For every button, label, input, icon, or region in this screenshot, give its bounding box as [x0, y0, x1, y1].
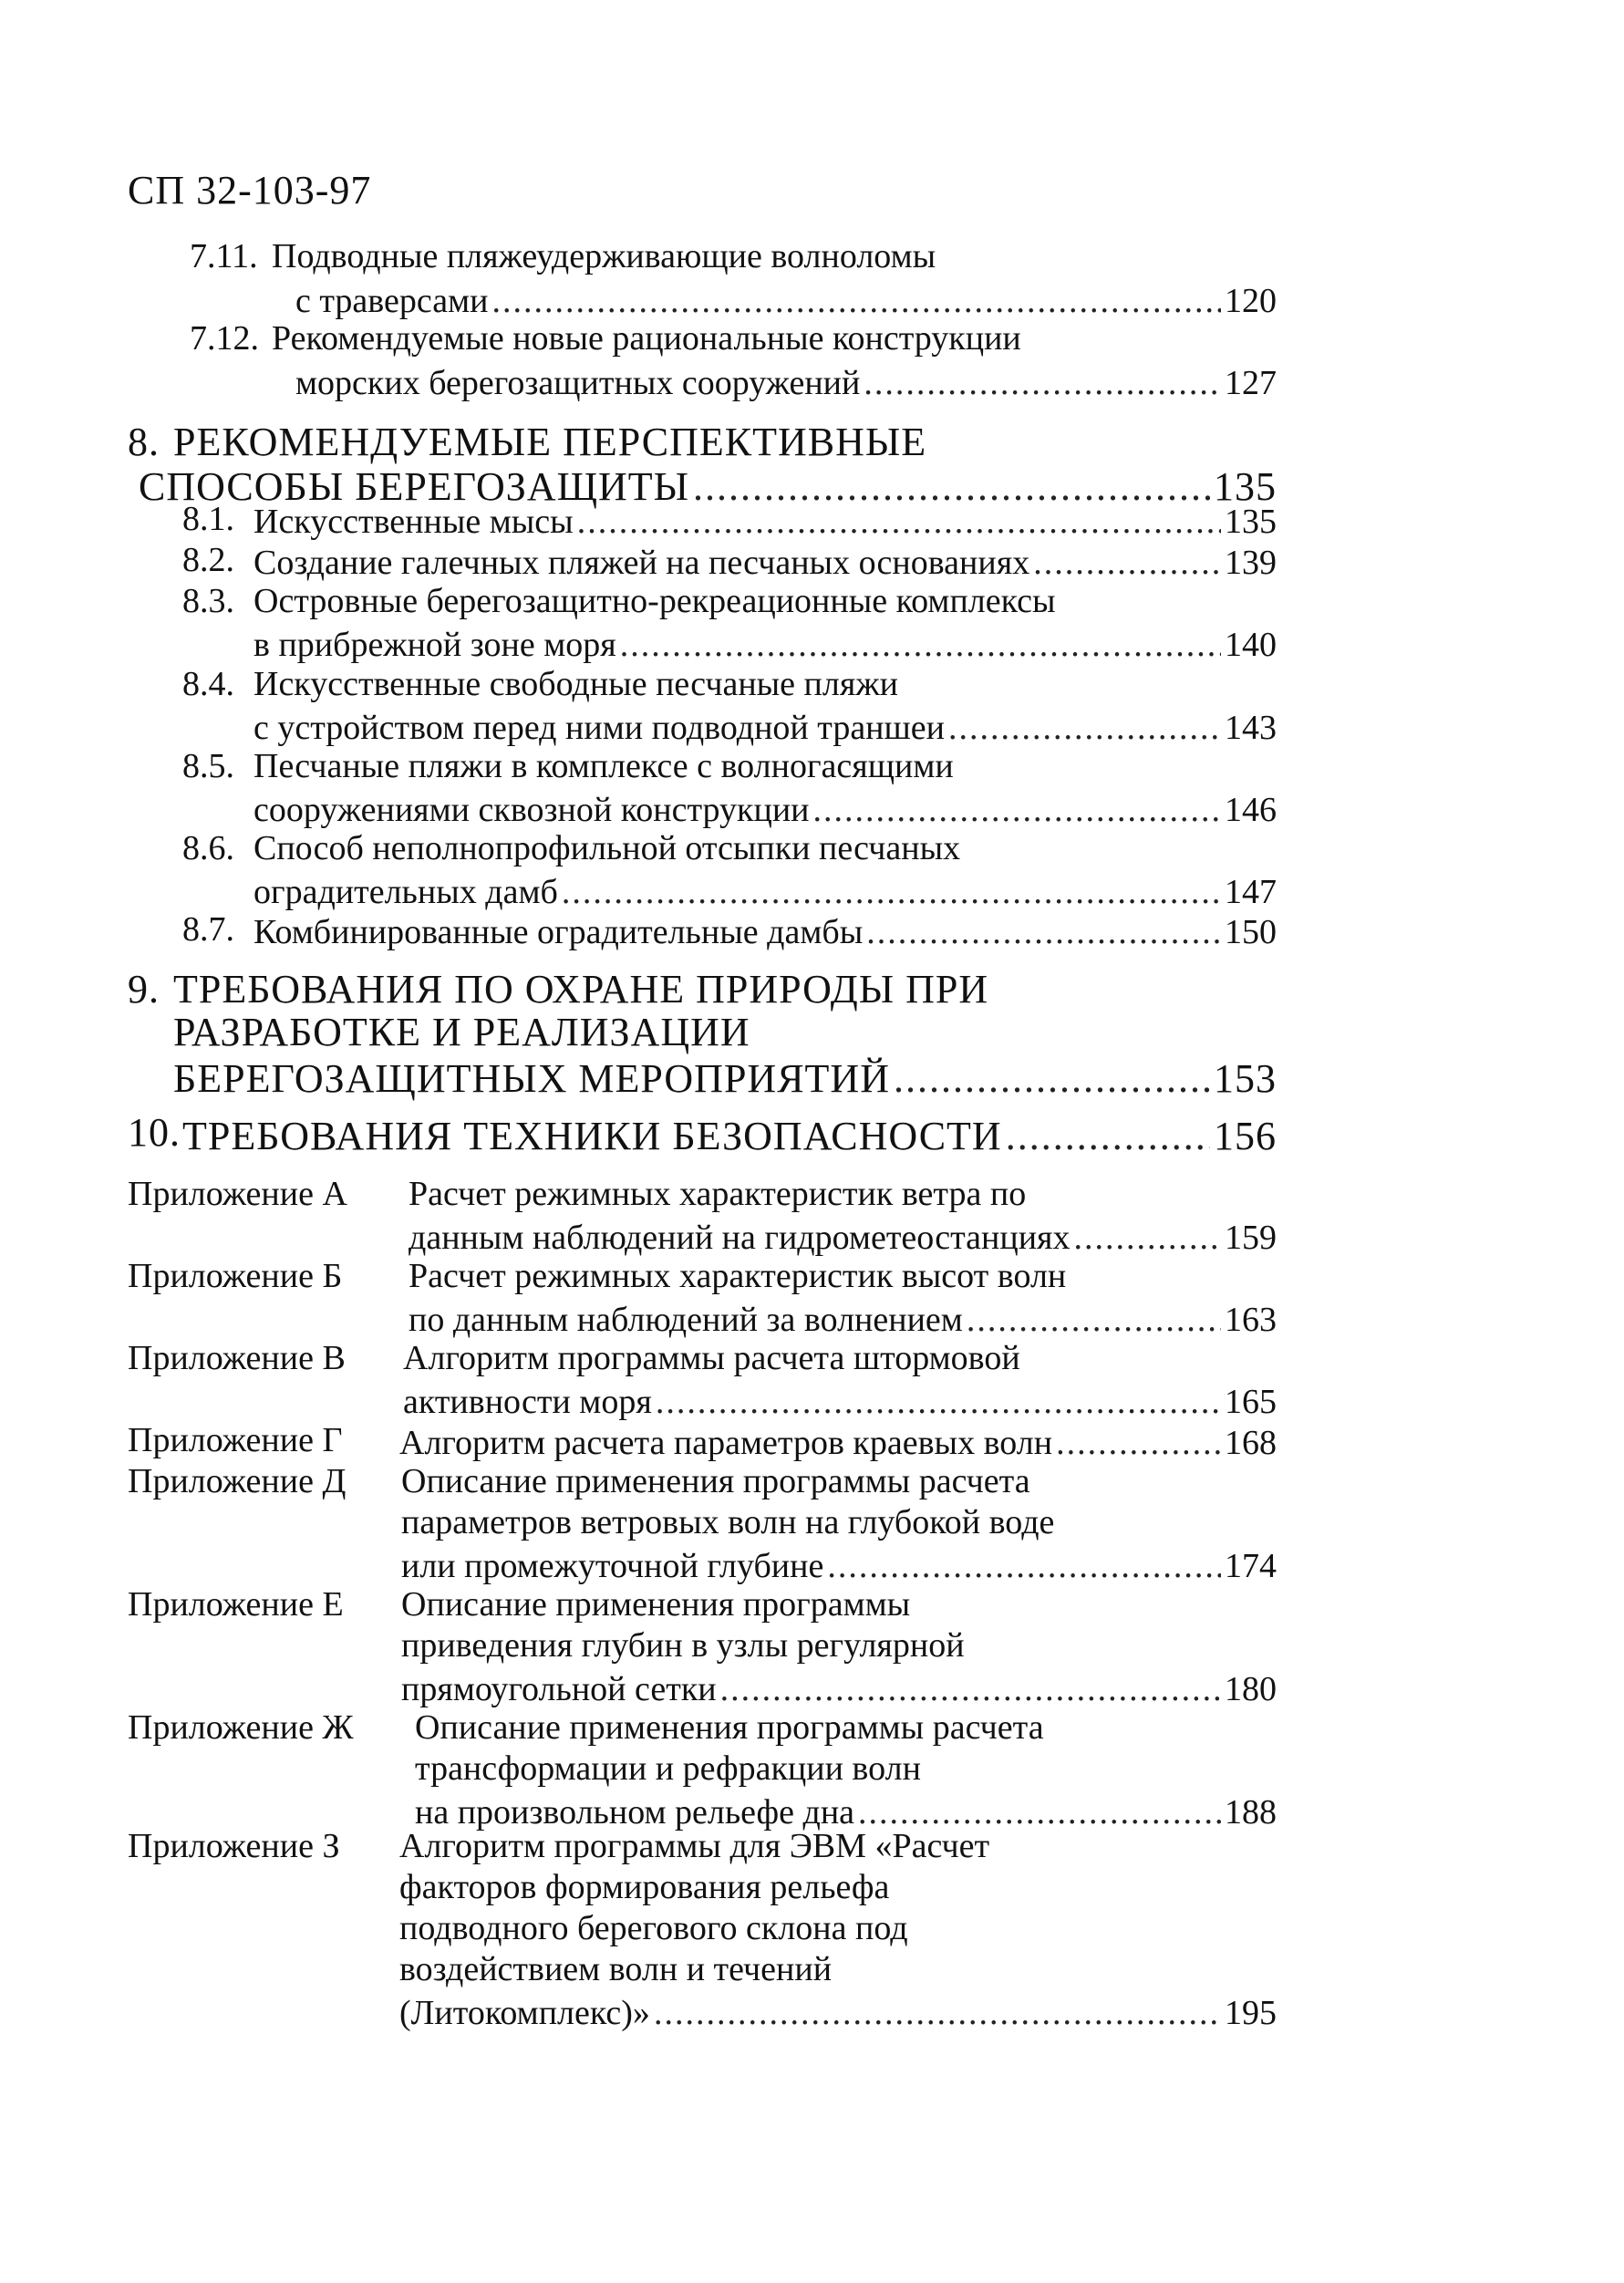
dot-leader: [1033, 543, 1221, 583]
toc-entry-text: сооружениями сквозной конструкции: [253, 791, 810, 829]
appendix-label: Приложение Б: [128, 1257, 343, 1295]
appendix-line: факторов формирования рельефа: [399, 1868, 890, 1906]
dot-leader: [1056, 1423, 1221, 1463]
toc-entry-number: 8.3.: [182, 582, 234, 620]
toc-entry-line: Способ неполнопрофильной отсыпки песчаных: [253, 829, 961, 867]
page-number: 153: [1214, 1056, 1277, 1101]
toc-entry[interactable]: [253, 790, 1277, 832]
page-number: 140: [1225, 626, 1277, 664]
appendix-line: Описание применения программы расчета: [401, 1462, 1030, 1500]
appendix-line: Описание применения программы расчета: [415, 1708, 1044, 1747]
toc-entry-text: БЕРЕГОЗАЩИТНЫХ МЕРОПРИЯТИЙ: [173, 1056, 890, 1101]
appendix-entry[interactable]: [399, 1423, 1277, 1465]
appendix-line: подводного берегового склона под: [399, 1909, 908, 1947]
toc-entry-text: данным наблюдений на гидрометеостанциях: [409, 1219, 1071, 1257]
toc-entry-text: морских берегозащитных сооружений: [295, 364, 861, 402]
toc-entry-text: СПОСОБЫ БЕРЕГОЗАЩИТЫ: [139, 464, 690, 509]
page-number: 174: [1225, 1547, 1277, 1585]
document-code: СП 32-103-97: [128, 168, 372, 213]
appendix-entry[interactable]: [409, 1300, 1277, 1342]
toc-entry-number: 8.6.: [182, 829, 234, 867]
page-number: 165: [1225, 1383, 1277, 1421]
page-number: 195: [1225, 1994, 1277, 2032]
toc-entry-text: с устройством перед ними подводной траншеи: [253, 709, 945, 747]
toc-entry-line: Рекомендуемые новые рациональные конструкции: [272, 319, 1021, 358]
appendix-label: Приложение З: [128, 1827, 340, 1865]
toc-entry[interactable]: [253, 872, 1277, 914]
toc-entry-number: 8.2.: [182, 541, 234, 579]
toc-entry-text: Создание галечных пляжей на песчаных основаниях: [253, 544, 1030, 582]
toc-entry-text: по данным наблюдений за волнением: [409, 1301, 963, 1339]
toc-entry-text: оградительных дамб: [253, 873, 558, 911]
page-number: 147: [1225, 873, 1277, 911]
toc-entry-text: на произвольном рельефе дна: [415, 1793, 855, 1832]
dot-leader: [827, 1546, 1221, 1586]
appendix-label: Приложение В: [128, 1339, 346, 1377]
appendix-entry[interactable]: [401, 1546, 1277, 1588]
appendix-line: трансформации и рефракции волн: [415, 1749, 921, 1788]
dot-leader: [656, 1382, 1221, 1422]
page-number: 120: [1225, 282, 1277, 320]
toc-entry[interactable]: [295, 363, 1277, 405]
dot-leader: [577, 502, 1221, 542]
toc-entry-number: 8.5.: [182, 747, 234, 785]
dot-leader: [812, 790, 1221, 830]
dot-leader: [620, 625, 1221, 665]
toc-entry-number: 8.7.: [182, 910, 234, 949]
appendix-entry[interactable]: [409, 1218, 1277, 1260]
toc-entry-text: (Литокомплекс)»: [399, 1994, 650, 2032]
appendix-line: Расчет режимных характеристик ветра по: [409, 1175, 1027, 1213]
page-number: 135: [1214, 464, 1277, 509]
dot-leader: [948, 708, 1221, 748]
toc-entry[interactable]: [253, 708, 1277, 750]
toc-entry-number: 7.11.: [190, 237, 258, 275]
toc-entry-text: Искусственные мысы: [253, 503, 574, 541]
appendix-line: Алгоритм программы расчета штормовой: [403, 1339, 1020, 1377]
toc-entry[interactable]: [173, 1055, 1277, 1101]
appendix-entry[interactable]: [401, 1669, 1277, 1711]
page-number: 156: [1214, 1114, 1277, 1158]
toc-entry-text: в прибрежной зоне моря: [253, 626, 616, 664]
appendix-entry[interactable]: [399, 1993, 1277, 2035]
appendix-line: воздействием волн и течений: [399, 1950, 833, 1988]
toc-entry-text: ТРЕБОВАНИЯ ТЕХНИКИ БЕЗОПАСНОСТИ: [182, 1114, 1002, 1158]
toc-entry-number: 8.4.: [182, 665, 234, 703]
toc-entry-text: Комбинированные оградительные дамбы: [253, 913, 864, 951]
appendix-line: Алгоритм программы для ЭВМ «Расчет: [399, 1827, 990, 1865]
toc-entry-number: 7.12.: [190, 319, 259, 358]
page-number: 188: [1225, 1793, 1277, 1832]
dot-leader: [967, 1300, 1221, 1340]
appendix-label: Приложение Д: [128, 1462, 347, 1500]
toc-entry-text: активности моря: [403, 1383, 652, 1421]
toc-entry[interactable]: [295, 281, 1277, 323]
dot-leader: [866, 912, 1221, 952]
page-number: 150: [1225, 913, 1277, 951]
dot-leader: [864, 363, 1221, 403]
toc-entry-line: Песчаные пляжи в комплексе с волногасящими: [253, 747, 954, 785]
page-number: 146: [1225, 791, 1277, 829]
dot-leader: [894, 1055, 1210, 1102]
page-number: 168: [1225, 1424, 1277, 1462]
dot-leader: [1074, 1218, 1221, 1258]
appendix-label: Приложение А: [128, 1175, 347, 1213]
page-number: 127: [1225, 364, 1277, 402]
toc-entry-number: 8.1.: [182, 500, 234, 538]
page-number: 163: [1225, 1301, 1277, 1339]
toc-entry-text: или промежуточной глубине: [401, 1547, 824, 1585]
toc-entry-line: РЕКОМЕНДУЕМЫЕ ПЕРСПЕКТИВНЫЕ: [173, 420, 927, 464]
dot-leader: [1006, 1113, 1210, 1159]
appendix-label: Приложение Г: [128, 1421, 343, 1459]
page-number: 139: [1225, 544, 1277, 582]
appendix-line: приведения глубин в узлы регулярной: [401, 1626, 965, 1665]
dot-leader: [491, 281, 1221, 321]
page-number: 143: [1225, 709, 1277, 747]
dot-leader: [720, 1669, 1221, 1709]
toc-entry[interactable]: [253, 502, 1277, 544]
toc-entry[interactable]: [253, 912, 1277, 954]
toc-entry-number: 10.: [128, 1110, 181, 1155]
appendix-line: Описание применения программы: [401, 1585, 911, 1624]
appendix-entry[interactable]: [403, 1382, 1277, 1424]
toc-entry-line: ТРЕБОВАНИЯ ПО ОХРАНЕ ПРИРОДЫ ПРИ: [173, 967, 989, 1012]
toc-entry-text: Алгоритм расчета параметров краевых волн: [399, 1424, 1053, 1462]
toc-entry-text: прямоугольной сетки: [401, 1670, 717, 1708]
toc-entry[interactable]: [253, 543, 1277, 585]
toc-entry-line: Подводные пляжеудерживающие волноломы: [272, 237, 936, 275]
toc-entry[interactable]: [139, 463, 1277, 509]
toc-entry-line: Островные берегозащитно-рекреационные комплексы: [253, 582, 1056, 620]
page-number: 180: [1225, 1670, 1277, 1708]
appendix-line: параметров ветровых волн на глубокой воде: [401, 1503, 1055, 1541]
toc-entry-text: с траверсами: [295, 282, 489, 320]
toc-entry[interactable]: [253, 625, 1277, 667]
toc-entry-line: РАЗРАБОТКЕ И РЕАЛИЗАЦИИ: [173, 1010, 750, 1054]
toc-entry-line: Искусственные свободные песчаные пляжи: [253, 665, 898, 703]
appendix-label: Приложение Е: [128, 1585, 344, 1624]
page-number: 159: [1225, 1219, 1277, 1257]
toc-entry-number: 9.: [128, 967, 160, 1012]
appendix-label: Приложение Ж: [128, 1708, 354, 1747]
toc-entry[interactable]: [182, 1113, 1277, 1158]
appendix-line: Расчет режимных характеристик высот волн: [409, 1257, 1067, 1295]
dot-leader: [562, 872, 1221, 912]
page-number: 135: [1225, 503, 1277, 541]
toc-entry-number: 8.: [128, 420, 160, 464]
dot-leader: [654, 1993, 1221, 2033]
